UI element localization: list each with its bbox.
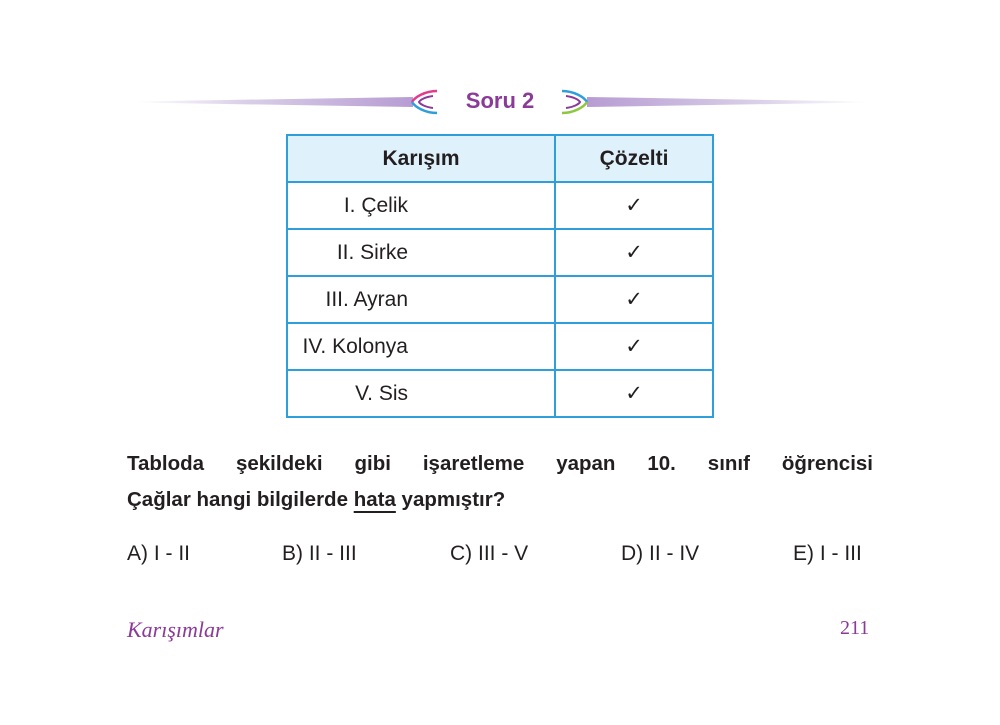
- column-header-solution: Çözelti: [555, 135, 713, 182]
- table-row: [287, 370, 713, 417]
- mixture-name: V. Sis: [355, 381, 408, 405]
- table-row: [287, 276, 713, 323]
- question-text: [127, 446, 873, 518]
- table-row: [287, 323, 713, 370]
- answer-option-d[interactable]: D) II - IV: [621, 542, 700, 565]
- header-decor-line-left: [135, 97, 413, 107]
- check-mark-icon: ✓: [555, 182, 713, 229]
- chevron-right-decor-icon: [558, 87, 592, 117]
- mixture-name-cell: [287, 370, 555, 417]
- table-row: [287, 182, 713, 229]
- mixture-name: IV. Kolonya: [302, 334, 408, 358]
- table-header-row: [287, 135, 713, 182]
- question-line-1: Tabloda şekildeki gibi işaretleme yapan 10. sınıf öğrencisi: [127, 452, 873, 475]
- question-keyword-underlined: hata: [353, 488, 396, 511]
- check-mark-icon: ✓: [555, 323, 713, 370]
- mixture-name: I. Çelik: [343, 193, 408, 217]
- answer-option-b[interactable]: B) II - III: [282, 542, 357, 565]
- mixture-name-cell: [287, 229, 555, 276]
- mixture-table: [286, 134, 714, 418]
- check-mark-icon: ✓: [555, 229, 713, 276]
- mixture-name: II. Sirke: [336, 240, 408, 264]
- header-decor-line-right: [587, 97, 867, 107]
- mixture-name: III. Ayran: [325, 287, 408, 311]
- question-title: Soru 2: [465, 88, 535, 113]
- chevron-left-decor-icon: [407, 87, 441, 117]
- mixture-name-cell: [287, 276, 555, 323]
- answer-option-a[interactable]: A) I - II: [127, 542, 190, 565]
- page-number: 211: [840, 617, 870, 639]
- check-mark-icon: ✓: [555, 276, 713, 323]
- question-line-2-end: yapmıştır?: [395, 488, 506, 511]
- column-header-mixture: Karışım: [287, 135, 555, 182]
- mixture-name-cell: [287, 323, 555, 370]
- check-mark-icon: ✓: [555, 370, 713, 417]
- question-line-2-start: Çağlar hangi bilgilerde: [127, 488, 354, 511]
- mixture-name-cell: [287, 182, 555, 229]
- answer-option-e[interactable]: E) I - III: [793, 542, 862, 565]
- table-row: [287, 229, 713, 276]
- answer-option-c[interactable]: C) III - V: [450, 542, 529, 565]
- chapter-name: Karışımlar: [127, 617, 224, 642]
